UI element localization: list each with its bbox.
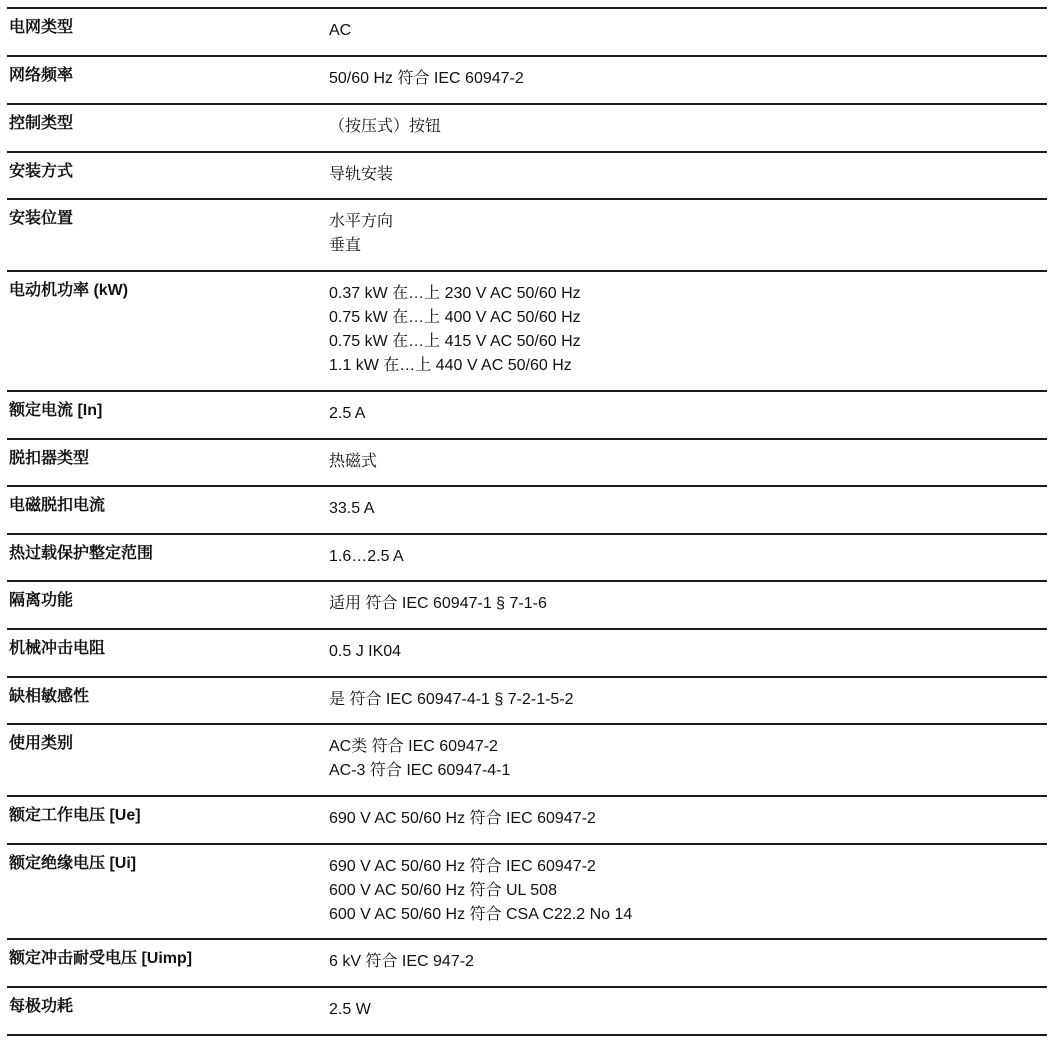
spec-value — [329, 209, 1047, 270]
spec-row — [7, 103, 1047, 151]
spec-value-line: 1.1 kW 在…上 440 V AC 50/60 Hz — [329, 357, 572, 374]
spec-value-line: 1.6…2.5 A — [329, 548, 404, 565]
spec-label: 热过载保护整定范围 — [9, 545, 154, 562]
spec-label: 控制类型 — [9, 115, 74, 132]
spec-label: 额定电流 [In] — [9, 402, 103, 419]
spec-value-line: 690 V AC 50/60 Hz 符合 IEC 60947-2 — [329, 858, 596, 875]
spec-value-line: 垂直 — [329, 237, 362, 254]
spec-value-line: 600 V AC 50/60 Hz 符合 UL 508 — [329, 882, 557, 899]
spec-value-line: AC — [329, 22, 352, 39]
spec-value — [329, 449, 1047, 485]
spec-label: 隔离功能 — [9, 592, 74, 609]
spec-row — [7, 151, 1047, 198]
spec-row — [7, 628, 1047, 676]
spec-row — [7, 723, 1047, 795]
spec-value-line: 6 kV 符合 IEC 947-2 — [329, 953, 474, 970]
spec-label: 电网类型 — [9, 19, 74, 36]
spec-value-line: 适用 符合 IEC 60947-1 § 7-1-6 — [329, 595, 547, 612]
spec-label: 电磁脱扣电流 — [9, 497, 106, 514]
spec-value — [329, 591, 1047, 628]
spec-value — [329, 401, 1047, 438]
spec-value-line: 是 符合 IEC 60947-4-1 § 7-2-1-5-2 — [329, 691, 574, 708]
spec-label: 额定冲击耐受电压 [Uimp] — [9, 950, 193, 967]
spec-label: 缺相敏感性 — [9, 688, 90, 705]
spec-label: 额定绝缘电压 [Ui] — [9, 855, 137, 872]
spec-label: 电动机功率 (kW) — [9, 282, 129, 299]
spec-value — [329, 496, 1047, 533]
spec-value — [329, 639, 1047, 676]
spec-label: 每极功耗 — [9, 998, 74, 1015]
spec-value — [329, 854, 1047, 938]
spec-value-line: 0.75 kW 在…上 415 V AC 50/60 Hz — [329, 333, 581, 350]
spec-label: 使用类别 — [9, 735, 74, 752]
spec-value — [329, 997, 1047, 1034]
spec-value-line: 0.75 kW 在…上 400 V AC 50/60 Hz — [329, 309, 581, 326]
spec-value-line: 导轨安装 — [329, 166, 394, 183]
spec-table — [7, 7, 1047, 1036]
spec-value — [329, 544, 1047, 580]
spec-row — [7, 55, 1047, 103]
spec-value-line: 0.5 J IK04 — [329, 643, 402, 660]
spec-value-line: 600 V AC 50/60 Hz 符合 CSA C22.2 No 14 — [329, 906, 633, 923]
spec-value-line: 33.5 A — [329, 500, 375, 517]
spec-label: 安装方式 — [9, 163, 74, 180]
spec-value-line: 690 V AC 50/60 Hz 符合 IEC 60947-2 — [329, 810, 596, 827]
spec-value — [329, 281, 1047, 390]
spec-value — [329, 162, 1047, 198]
spec-label: 机械冲击电阻 — [9, 640, 106, 657]
spec-row — [7, 676, 1047, 723]
spec-value-line: 2.5 A — [329, 405, 366, 422]
spec-value — [329, 687, 1047, 723]
spec-label: 额定工作电压 [Ue] — [9, 807, 141, 824]
spec-row — [7, 843, 1047, 938]
spec-value — [329, 66, 1047, 103]
spec-row — [7, 580, 1047, 628]
table-bottom-divider — [7, 1034, 1047, 1036]
spec-value-line: 水平方向 — [329, 213, 394, 230]
spec-label: 脱扣器类型 — [9, 450, 90, 467]
spec-value-line: 热磁式 — [329, 453, 378, 470]
spec-value — [329, 734, 1047, 795]
spec-value — [329, 806, 1047, 843]
spec-row — [7, 198, 1047, 270]
spec-row — [7, 795, 1047, 843]
spec-label: 网络频率 — [9, 67, 74, 84]
spec-row — [7, 7, 1047, 55]
spec-row — [7, 390, 1047, 438]
spec-row — [7, 938, 1047, 986]
spec-value — [329, 949, 1047, 986]
spec-value — [329, 18, 1047, 55]
spec-value-line: AC-3 符合 IEC 60947-4-1 — [329, 762, 511, 779]
spec-value-line: 0.37 kW 在…上 230 V AC 50/60 Hz — [329, 285, 581, 302]
spec-row — [7, 270, 1047, 390]
spec-value-line: AC类 符合 IEC 60947-2 — [329, 738, 498, 755]
spec-value-line: （按压式）按钮 — [329, 118, 442, 135]
spec-value-line: 50/60 Hz 符合 IEC 60947-2 — [329, 70, 524, 87]
spec-label: 安装位置 — [9, 210, 74, 227]
spec-value — [329, 114, 1047, 151]
spec-row — [7, 533, 1047, 580]
spec-row — [7, 438, 1047, 485]
spec-row — [7, 986, 1047, 1034]
spec-row — [7, 485, 1047, 533]
spec-value-line: 2.5 W — [329, 1001, 371, 1018]
